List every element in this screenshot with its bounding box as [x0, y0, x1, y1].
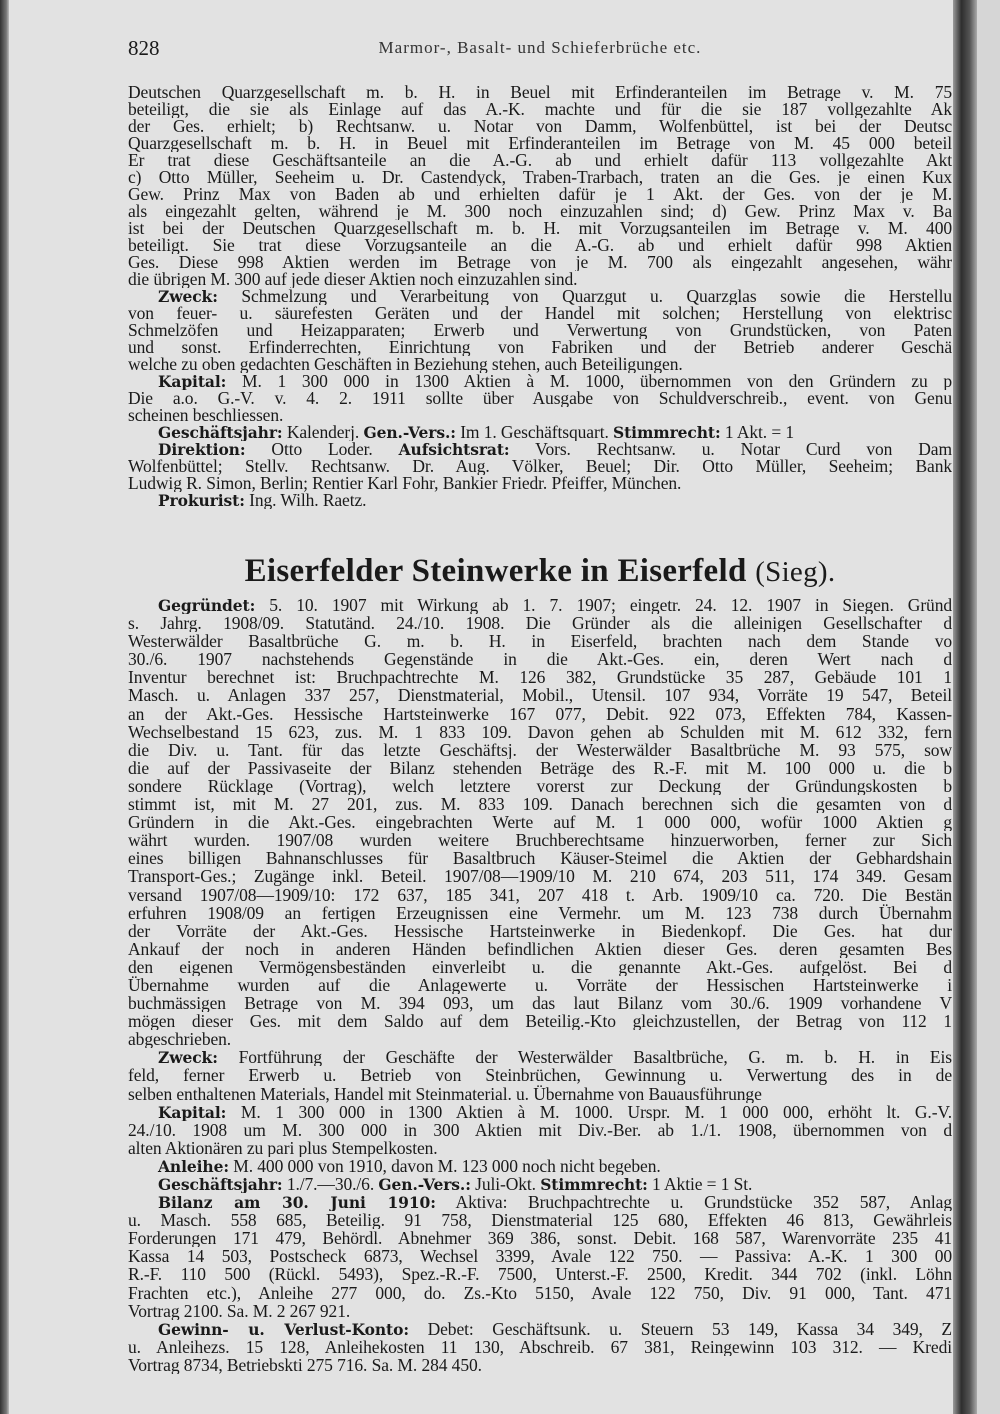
previous-company-entry: [128, 84, 952, 509]
text-line: [128, 169, 952, 186]
text-line: [128, 1247, 952, 1265]
text-segment: währt wurden. 1907/08 wurden weitere Bruchberechtsame hinzuerworben, ferner zur Sich: [128, 831, 952, 850]
text-line: [128, 84, 952, 101]
text-line: [128, 271, 952, 288]
text-segment: M. 1 300 000 in 1300 Aktien à M. 1000. Urspr. M. 1 000 000, erhöht lt. G.-V.: [226, 1102, 952, 1121]
text-segment: Die a.o. G.-V. v. 4. 2. 1911 sollte über Ausgabe von Schuldverschreib., event. von Genu: [128, 390, 952, 407]
section-label: Zweck:: [158, 288, 218, 305]
text-line: [128, 886, 952, 904]
text-line: [128, 1048, 952, 1066]
text-segment: Otto Loder.: [245, 441, 399, 458]
text-line: [128, 596, 952, 614]
section-label: Kapital:: [158, 1102, 227, 1121]
text-segment: Forderungen 171 479, Behördl. Abnehmer 369 386, sonst. Debit. 168 587, Warenvorräte 235 41: [128, 1229, 952, 1248]
section-label: Aufsichtsrat:: [398, 441, 510, 458]
text-segment: Inventur berechnet ist: Bruchpachtrechte M. 126 382, Grundstücke 35 287, Gebäude 101 1: [128, 668, 952, 687]
text-line: [128, 759, 952, 777]
text-segment: Aktiva: Bruchpachtrechte u. Grundstücke 352 587, Anlag: [435, 1193, 952, 1212]
text-line: [128, 795, 952, 813]
text-segment: Schmelzöfen und Heizapparaten; Erwerb und Verwertung von Grundstücken, von Paten: [128, 322, 952, 339]
text-segment: Übernahme wurden auf die Anlagewerte u. Vorräte der Hessischen Hartsteinwerke i: [128, 975, 952, 995]
text-segment: c) Otto Müller, Seeheim u. Dr. Castendyck, Traben-Trarbach, traten an die Ges. je einen Kux: [128, 169, 952, 186]
company-entry: [128, 596, 952, 1374]
section-label: Stimmrecht:: [613, 424, 721, 441]
text-segment: und sonst. Erfinderrechten, Einrichtung von Fabriken und der Betrieb anderer Geschä: [128, 339, 952, 356]
text-line: [128, 614, 952, 632]
text-line: [128, 958, 952, 976]
text-segment: Wechselbestand 15 623, zus. M. 1 833 109. Davon gehen ab Schulden mit M. 612 332, fern: [128, 722, 952, 741]
text-line: [128, 813, 952, 831]
text-segment: 24./10. 1908 um M. 300 000 in 300 Aktien mit Div.-Ber. ab 1./1. 1908, übernommen von d: [128, 1120, 952, 1139]
text-segment: 5. 10. 1907 mit Wirkung ab 1. 7. 1907; eingetr. 24. 12. 1907 in Siegen. Gründ: [255, 596, 952, 615]
text-line: [128, 203, 952, 220]
section-label: Gewinn- u. Verlust-Konto:: [158, 1319, 409, 1338]
text-line: [128, 458, 952, 475]
section-label: Zweck:: [158, 1048, 218, 1067]
text-segment: sondere Rücklage (Vortrag), welch letztere vorerst zur Deckung der Gründungskosten b: [128, 776, 952, 796]
text-segment: ist bei der Deutschen Quarzgesellschaft m. b. H. mit Vorzugsanteilen im Betrage v. M. 400: [128, 220, 952, 237]
section-label: Anleihe:: [158, 1156, 229, 1175]
text-segment: Schmelzung und Verarbeitung von Quarzgut u. Quarzglas sowie die Herstellu: [217, 288, 952, 305]
text-segment: feld, ferner Erwerb u. Betrieb von Steinbrüchen, Gewinnung u. Verwertung des in de: [128, 1066, 952, 1085]
text-line: [128, 849, 952, 867]
text-line: [128, 922, 952, 940]
text-line: [128, 723, 952, 741]
text-line: [128, 705, 952, 723]
text-line: [128, 407, 952, 424]
section-label: Prokurist:: [158, 492, 245, 509]
section-label: Gen.-Vers.:: [363, 424, 456, 441]
text-segment: Debet: Geschäftsunk. u. Steuern 53 149, Kassa 34 349, Z: [408, 1319, 952, 1338]
text-segment: Transport-Ges.; Zugänge inkl. Beteil. 1907/08—1909/10 M. 210 674, 203 511, 174 349. Gesam: [128, 867, 952, 886]
text-line: [128, 1211, 952, 1229]
scan-left-edge: [0, 0, 9, 1414]
text-line: [128, 976, 952, 994]
text-line: [128, 152, 952, 169]
text-segment: der Ges. erhielt; b) Rechtsanw. u. Notar von Damm, Wolfenbüttel, ist bei der Deutsc: [128, 118, 952, 135]
text-segment: M. 400 000 von 1910, davon M. 123 000 noch nicht begeben.: [229, 1156, 661, 1175]
section-label: Stimmrecht:: [540, 1175, 648, 1194]
text-line: [128, 492, 952, 509]
text-segment: mögen dieser Ges. mit dem Saldo auf dem Beteilig.-Kto gleichzustellen, der Betrag von 112 1: [128, 1012, 952, 1031]
text-segment: Kalenderj.: [282, 424, 364, 441]
text-line: [128, 650, 952, 668]
text-line: [128, 741, 952, 759]
text-segment: u. Masch. 558 685, Beteilig. 91 758, Dienstmaterial 125 680, Effekten 46 813, Gewährleis: [128, 1211, 952, 1230]
text-segment: 1 Aktie = 1 St.: [647, 1175, 753, 1194]
text-line: [128, 668, 952, 686]
text-line: [128, 1229, 952, 1247]
text-segment: Gründern in die Akt.-Ges. eingebrachten Werte auf M. 1 000 000, wofür 1000 Aktien g: [128, 813, 952, 832]
text-line: [128, 1175, 952, 1193]
text-segment: die Div. u. Tant. für das letzte Geschäftsj. der Westerwälder Basaltbrüche M. 93 575, sow: [128, 740, 952, 759]
text-line: [128, 237, 952, 254]
text-segment: Vortrag 8734, Betriebskti 275 716. Sa. M. 284 450.: [128, 1355, 482, 1375]
text-line: [128, 994, 952, 1012]
text-segment: 1./7.—30./6.: [282, 1175, 379, 1194]
text-segment: Ges. Diese 998 Aktien werden im Betrage von je M. 700 als eingezahlt angesehen, währ: [128, 254, 952, 271]
company-name: Eiserfelder Steinwerke in Eiserfeld: [244, 553, 747, 589]
text-segment: erfuhren 1908/09 an fertigen Erzeugnissen eine Vermehr. um M. 123 738 durch Übernahm: [128, 903, 952, 922]
text-line: [128, 322, 952, 339]
section-label: Kapital:: [158, 373, 227, 390]
text-line: [128, 305, 952, 322]
text-line: [128, 1085, 952, 1103]
running-title: Marmor-, Basalt- und Schieferbrüche etc.: [378, 38, 702, 57]
text-segment: Ing. Wilh. Raetz.: [244, 492, 367, 509]
company-location: (Sieg).: [755, 556, 836, 588]
text-segment: Ludwig R. Simon, Berlin; Rentier Karl Fohr, Bankier Friedr. Pfeiffer, München.: [128, 475, 682, 492]
text-line: [128, 424, 952, 441]
text-segment: an der Akt.-Ges. Hessische Hartsteinwerke 167 077, Debit. 922 073, Effekten 784, Kassen-: [128, 704, 952, 723]
text-line: [128, 1356, 952, 1374]
text-line: [128, 686, 952, 704]
page-number: 828: [128, 36, 160, 60]
text-segment: Fortführung der Geschäfte der Westerwälder Basaltbrüche, G. m. b. H. in Eis: [217, 1048, 952, 1067]
text-line: [128, 1157, 952, 1175]
text-segment: als eingezahlt gelten, während je M. 300 noch einzuzahlen sind; d) Gew. Prinz Max v. Ba: [128, 203, 952, 220]
text-segment: den eigenen Vermögensbeständen einverleibt u. die genannte Akt.-Ges. aufgelöst. Bei d: [128, 957, 952, 976]
text-segment: versand 1907/08—1909/10: 172 637, 185 341, 207 418 t. Arb. 1909/10 ca. 720. Die Bestän: [128, 885, 952, 904]
text-line: [128, 101, 952, 118]
text-segment: buchmässigen Betrage von M. 394 093, um das laut Bilanz vom 30./6. 1909 vorhandene V: [128, 994, 952, 1013]
text-line: [128, 1284, 952, 1302]
text-segment: der Vorräte der Akt.-Ges. Hessische Hartsteinwerke in Biedenkopf. Die Ges. hat dur: [128, 921, 952, 940]
text-line: [128, 1103, 952, 1121]
text-segment: s. Jahrg. 1908/09. Statutänd. 24./10. 1908. Die Gründer als die alleinigen Gesellschafter d: [128, 614, 952, 633]
text-line: [128, 777, 952, 795]
text-segment: 1 Akt. = 1: [720, 424, 795, 441]
text-line: [128, 254, 952, 271]
section-label: Gen.-Vers.:: [378, 1175, 471, 1194]
text-segment: Gew. Prinz Max von Baden ab und erhielten dafür je 1 Akt. der Ges. von der je M.: [128, 186, 952, 203]
text-segment: Vortrag 2100. Sa. M. 2 267 921.: [128, 1301, 351, 1320]
text-segment: welche zu oben gedachten Geschäften in Beziehung stehen, auch Beteiligungen.: [128, 356, 683, 373]
text-line: [128, 118, 952, 135]
text-segment: Er trat diese Geschäftsanteile an die A.-G. ab und erhielt dafür 113 vollgezahlte Akt: [128, 152, 952, 169]
section-label: Gegründet:: [158, 596, 256, 615]
text-line: [128, 1338, 952, 1356]
text-segment: die auf der Passivaseite der Bilanz stehenden Beträge des R.-F. mit M. 100 000 u. die b: [128, 758, 952, 777]
text-segment: Masch. u. Anlagen 337 257, Dienstmaterial, Mobil., Utensil. 107 934, Vorräte 19 547, Beteil: [128, 686, 952, 705]
text-segment: R.-F. 110 500 (Rückl. 5493), Spez.-R.-F. 7500, Unterst.-F. 2500, Kredit. 344 702 (inkl. Löhn: [128, 1265, 952, 1284]
text-line: [128, 475, 952, 492]
text-segment: Kassa 14 503, Postscheck 6873, Wechsel 3399, Avale 122 750. — Passiva: A.-K. 1 300 00: [128, 1247, 952, 1266]
company-title: [128, 553, 952, 590]
text-segment: Im 1. Geschäftsquart.: [455, 424, 614, 441]
text-line: [128, 632, 952, 650]
text-line: [128, 1193, 952, 1211]
text-line: [128, 356, 952, 373]
text-segment: M. 1 300 000 in 1300 Aktien à M. 1000, übernommen von den Gründern zu p: [226, 373, 952, 390]
text-segment: eines billigen Bahnanschlusses für Basaltbruch Käuser-Steimel die Aktien der Gebhardshain: [128, 849, 952, 868]
text-line: [128, 373, 952, 390]
text-segment: u. Anleihezs. 15 128, Anleihekosten 11 130, Abschreib. 67 381, Reingewinn 103 312. — Kredi: [128, 1337, 952, 1356]
text-segment: 30./6. 1907 nachstehends Gegenstände in die Akt.-Ges. ein, deren Wert nach d: [128, 650, 952, 669]
text-line: [128, 186, 952, 203]
facing-page-edge: [977, 0, 1000, 1414]
text-line: [128, 1012, 952, 1030]
text-segment: stimmt ist, mit M. 27 201, zus. M. 833 109. Danach berechnen sich die gesamten von d: [128, 795, 952, 814]
text-line: [128, 940, 952, 958]
text-segment: abgeschrieben.: [128, 1030, 232, 1049]
text-line: [128, 1302, 952, 1320]
text-line: [128, 1139, 952, 1157]
text-segment: Juli-Okt.: [470, 1175, 541, 1194]
text-line: [128, 220, 952, 237]
section-label: Direktion:: [158, 441, 246, 458]
text-line: [128, 135, 952, 152]
text-segment: Deutschen Quarzgesellschaft m. b. H. in Beuel mit Erfinderanteilen im Betrage v. M. 75: [128, 84, 952, 101]
text-segment: beteiligt. Sie trat diese Vorzugsanteile an die A.-G. ab und erhielt dafür 998 Aktien: [128, 237, 952, 254]
text-segment: beteiligt, die sie als Einlage auf das A.-K. machte und für die sie 187 vollgezahlte Ak: [128, 101, 952, 118]
text-segment: Westerwälder Basaltbrüche G. m. b. H. in Eiserfeld, brachten nach dem Stande vo: [128, 632, 952, 651]
section-label: Geschäftsjahr:: [158, 424, 283, 441]
text-line: [128, 1030, 952, 1048]
text-segment: alten Aktionären zu pari plus Stempelkosten.: [128, 1138, 438, 1157]
text-line: [128, 441, 952, 458]
text-line: [128, 288, 952, 305]
text-line: [128, 867, 952, 885]
section-label: Bilanz am 30. Juni 1910:: [158, 1193, 436, 1212]
text-segment: scheinen beschliessen.: [128, 407, 284, 424]
text-segment: Quarzgesellschaft m. b. H. in Beuel mit Erfinderanteilen im Betrage von M. 45 000 beteil: [128, 135, 952, 152]
text-segment: Frachten etc.), Anleihe 277 000, do. Zs.-Kto 5150, Avale 122 750, Div. 91 000, Tant. 471: [128, 1283, 952, 1302]
section-label: Geschäftsjahr:: [158, 1175, 283, 1194]
text-line: [128, 1066, 952, 1084]
text-segment: Ankauf der noch in anderen Händen befindlichen Aktien dieser Ges. deren gesamten Bes: [128, 939, 952, 958]
text-segment: Wolfenbüttel; Stellv. Rechtsanw. Dr. Aug. Völker, Beuel; Dir. Otto Müller, Seeheim; Bank: [128, 458, 952, 475]
text-segment: von feuer- u. säurefesten Geräten und der Handel mit solchen; Herstellung von elektrisc: [128, 305, 952, 322]
text-line: [128, 339, 952, 356]
text-line: [128, 904, 952, 922]
text-line: [128, 831, 952, 849]
text-segment: die übrigen M. 300 auf jede dieser Aktien noch einzuzahlen sind.: [128, 271, 578, 288]
text-segment: Vors. Rechtsanw. u. Notar Curd von Dam: [509, 441, 952, 458]
text-line: [128, 390, 952, 407]
text-line: [128, 1265, 952, 1283]
book-binding-shadow: [953, 0, 977, 1414]
text-segment: selben enthaltenen Materials, Handel mit Steinmaterial. u. Übernahme von Bauausführunge: [128, 1084, 762, 1103]
text-line: [128, 1121, 952, 1139]
text-line: [128, 1320, 952, 1338]
